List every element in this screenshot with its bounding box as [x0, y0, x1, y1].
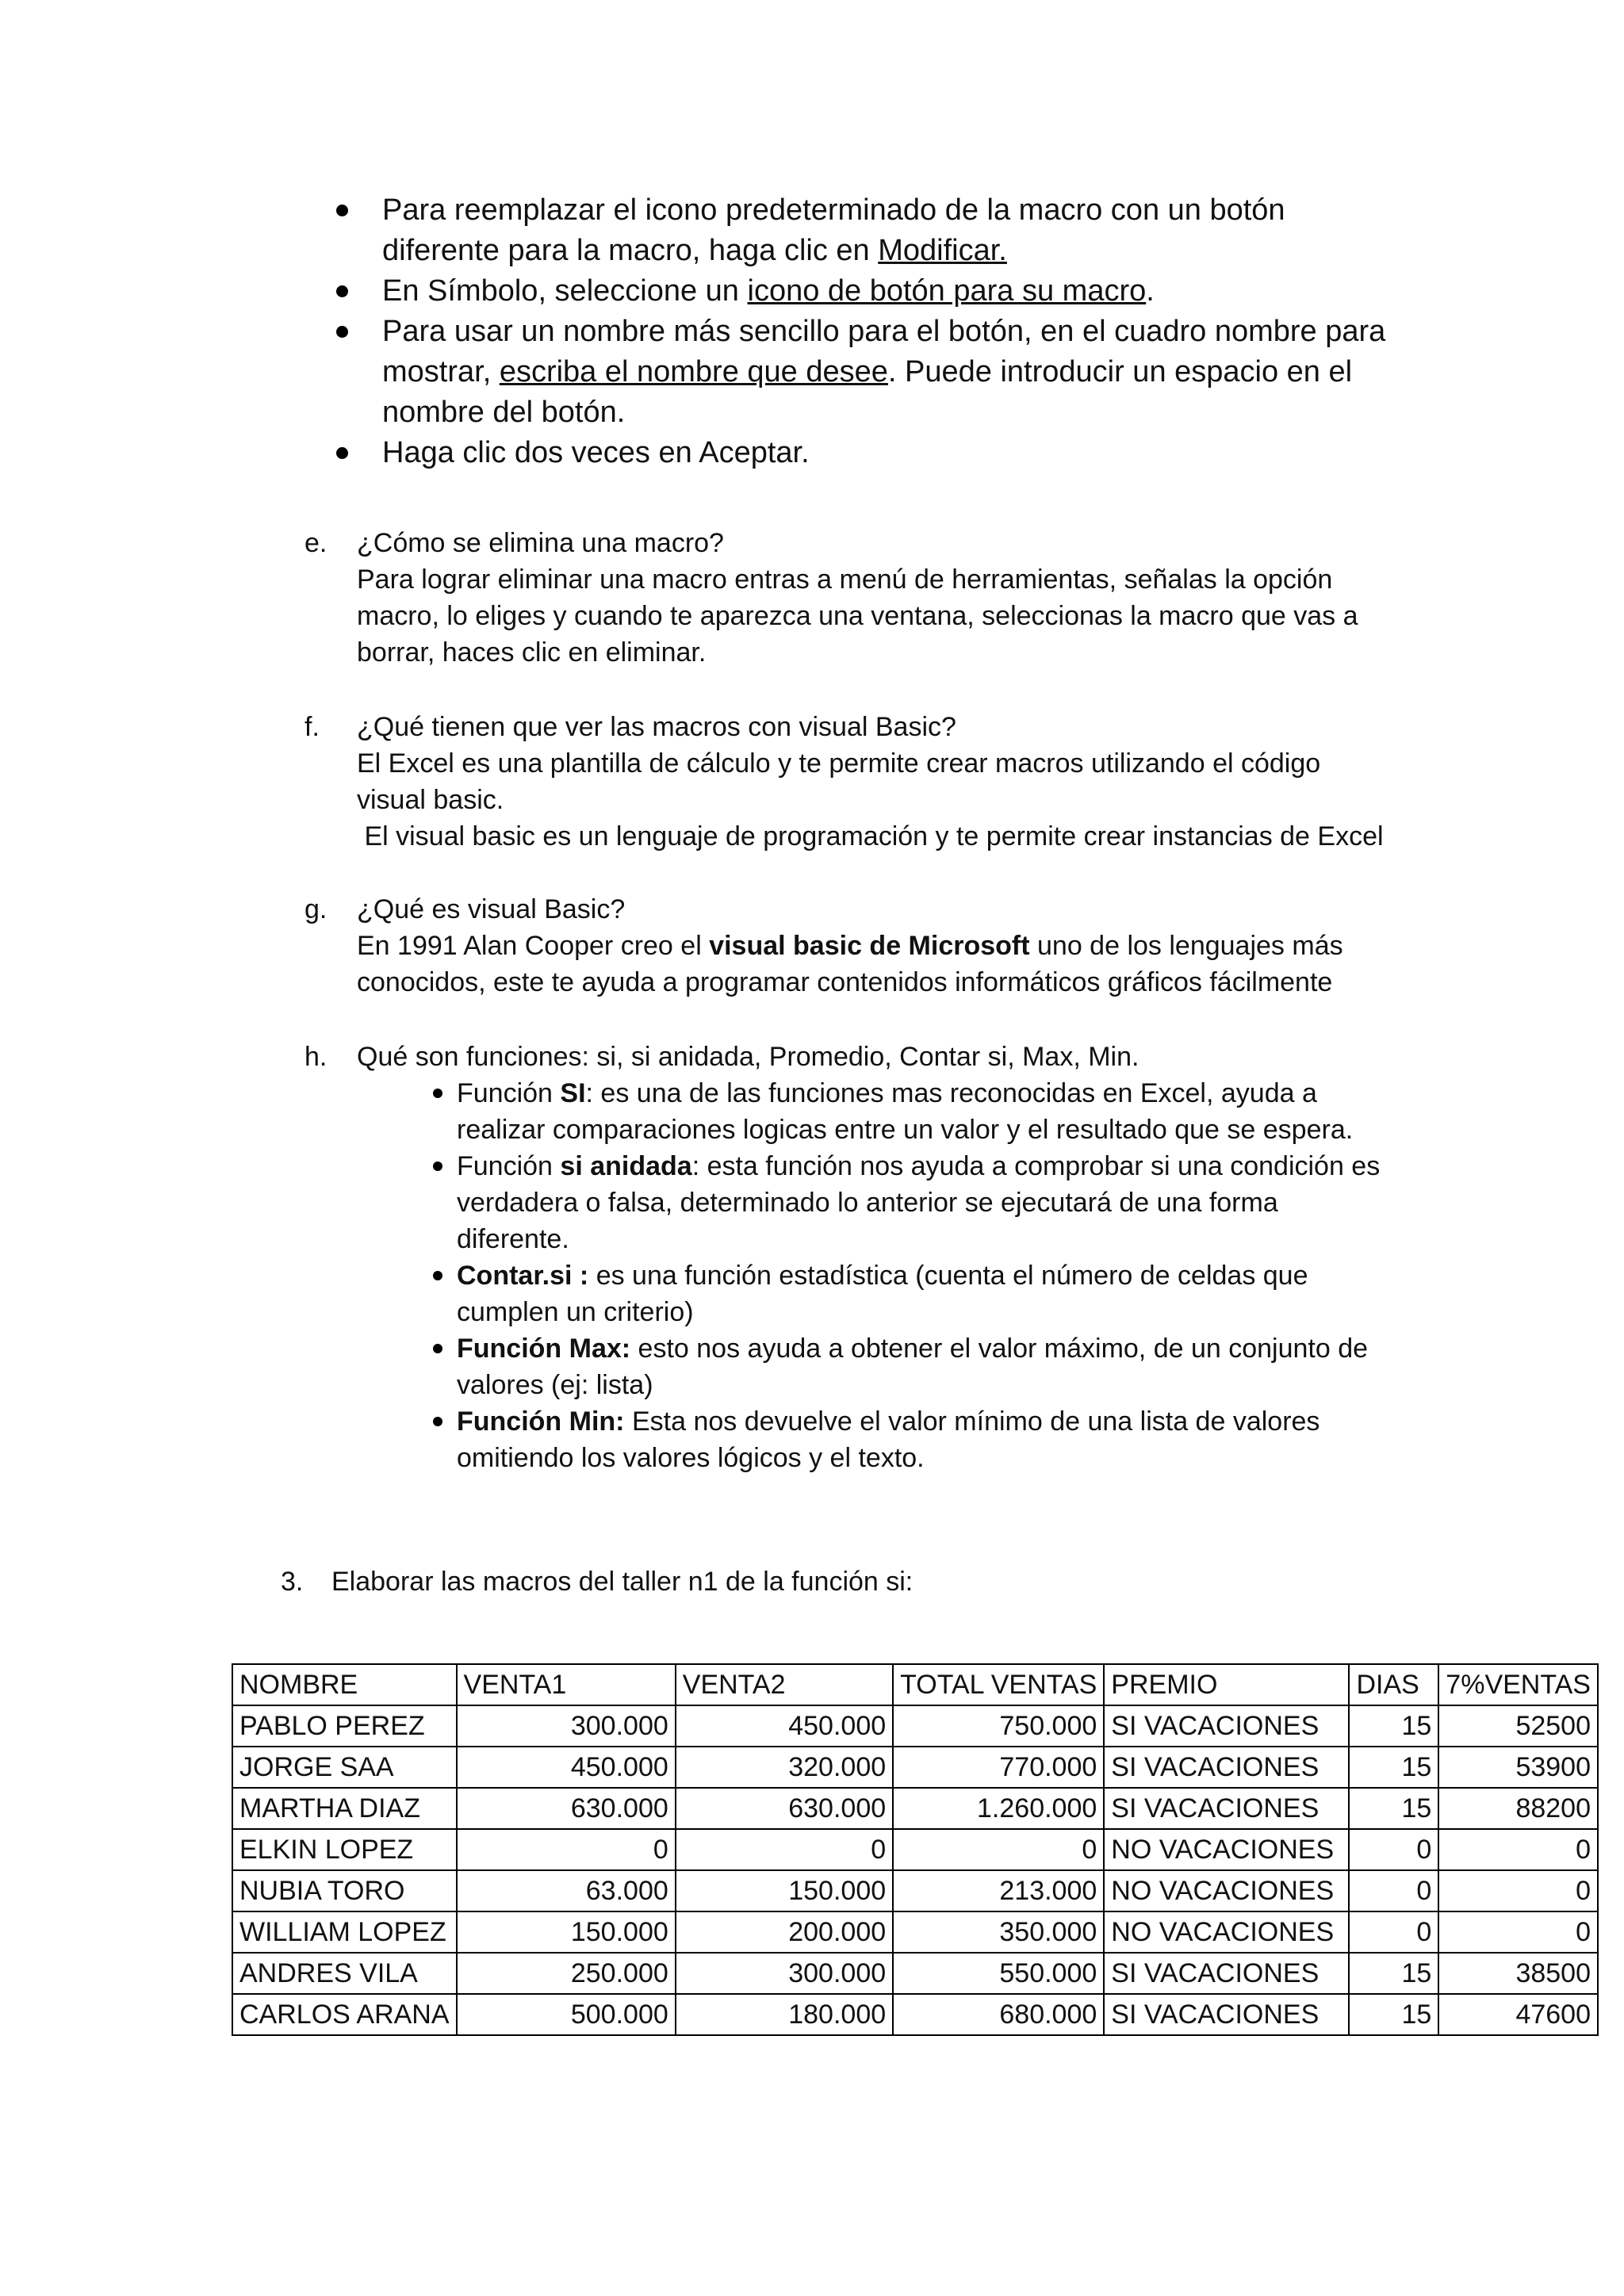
item-line: valores (ej: lista) [457, 1370, 653, 1400]
table-row [232, 1788, 1598, 1829]
answer-line: conocidos, este te ayuda a programar contenidos informáticos gráficos fácilmente [357, 967, 1333, 997]
table-row [232, 1705, 1598, 1747]
item-bold: si anidada [560, 1151, 692, 1181]
table-cell: ANDRES VILA [232, 1953, 457, 1994]
bullet-icon [433, 1089, 442, 1098]
bullet-line: nombre del botón. [382, 396, 626, 429]
answer-bold: visual basic de Microsoft [709, 931, 1030, 961]
table-cell: 15 [1349, 1994, 1438, 2035]
item-line: diferente. [457, 1224, 569, 1254]
answer-line: El visual basic es un lenguaje de programación y te permite crear instancias de Excel [357, 821, 1384, 851]
table-cell: 1.260.000 [893, 1788, 1104, 1829]
table-cell: PABLO PEREZ [232, 1705, 457, 1747]
table-cell: JORGE SAA [232, 1747, 457, 1788]
item-bold: SI [560, 1078, 586, 1108]
table-cell: NUBIA TORO [232, 1870, 457, 1911]
table-row [232, 1870, 1598, 1911]
bullet-text: . [1146, 274, 1155, 308]
table-cell: NO VACACIONES [1104, 1911, 1349, 1953]
bullet-icon [433, 1161, 442, 1171]
list-item [325, 312, 1419, 433]
item-bold: Función Max: [457, 1334, 631, 1364]
table-cell: NO VACACIONES [1104, 1870, 1349, 1911]
table-cell: 300.000 [457, 1705, 676, 1747]
list-item [357, 1075, 1438, 1148]
item-line: cumplen un criterio) [457, 1297, 694, 1327]
question-letter: f. [304, 712, 320, 742]
list-item [357, 1330, 1438, 1403]
table-cell: SI VACACIONES [1104, 1953, 1349, 1994]
question-e [304, 525, 1438, 671]
item-text: : esta función nos ayuda a comprobar si una condición es [691, 1151, 1381, 1181]
question-h [304, 1039, 1438, 1476]
table-cell: 15 [1349, 1747, 1438, 1788]
list-item [325, 433, 1419, 473]
item-bold: Función Min: [457, 1406, 625, 1437]
item-line: realizar comparaciones logicas entre un valor y el resultado que se espera. [457, 1115, 1354, 1145]
table-cell: 0 [1438, 1829, 1598, 1870]
table-cell: SI VACACIONES [1104, 1994, 1349, 2035]
table-header: TOTAL VENTAS [893, 1664, 1104, 1705]
table-cell: 500.000 [457, 1994, 676, 2035]
table-cell: 0 [893, 1829, 1104, 1870]
question-g [304, 891, 1438, 1001]
bullet-icon [336, 285, 348, 297]
task-text: Elaborar las macros del taller n1 de la función si: [331, 1567, 914, 1597]
table-cell: 0 [676, 1829, 893, 1870]
table-cell: 630.000 [676, 1788, 893, 1829]
table-cell: 150.000 [676, 1870, 893, 1911]
table-row [232, 1911, 1598, 1953]
question-title: ¿Qué tienen que ver las macros con visual Basic? [357, 712, 956, 742]
icono-link[interactable]: icono de botón para su macro [747, 274, 1147, 308]
table-cell: 350.000 [893, 1911, 1104, 1953]
table-cell: 0 [1438, 1911, 1598, 1953]
bullet-text: . Puede introducir un espacio en el [887, 355, 1353, 388]
item-text: Función [457, 1151, 561, 1181]
bullet-text: mostrar, [382, 355, 500, 388]
item-text: es una función estadística (cuenta el número de celdas que [588, 1261, 1308, 1291]
table-cell: CARLOS ARANA [232, 1994, 457, 2035]
item-bold: Contar.si : [457, 1261, 589, 1291]
question-f [304, 709, 1438, 855]
table-cell: MARTHA DIAZ [232, 1788, 457, 1829]
table-cell: ELKIN LOPEZ [232, 1829, 457, 1870]
table-cell: 0 [1438, 1870, 1598, 1911]
bullet-icon [433, 1344, 442, 1353]
question-letter: h. [304, 1042, 327, 1072]
answer-text: En 1991 Alan Cooper creo el [357, 931, 710, 961]
table-cell: 450.000 [457, 1747, 676, 1788]
answer-line: macro, lo eliges y cuando te aparezca una ventana, seleccionas la macro que vas a [357, 601, 1358, 631]
item-line: verdadera o falsa, determinado lo anterior se ejecutará de una forma [457, 1188, 1278, 1218]
answer-line: Para lograr eliminar una macro entras a menú de herramientas, señalas la opción [357, 564, 1333, 595]
table-cell: 180.000 [676, 1994, 893, 2035]
table-cell: 150.000 [457, 1911, 676, 1953]
answer-line: El Excel es una plantilla de cálculo y te permite crear macros utilizando el código [357, 748, 1321, 779]
functions-list [357, 1075, 1438, 1476]
table-row [232, 1994, 1598, 2035]
bullet-icon [336, 205, 348, 216]
escriba-link[interactable]: escriba el nombre que desee [499, 355, 888, 388]
item-text: Esta nos devuelve el valor mínimo de una lista de valores [624, 1406, 1320, 1437]
table-cell: SI VACACIONES [1104, 1705, 1349, 1747]
question-title: ¿Cómo se elimina una macro? [357, 528, 724, 558]
task-number: 3. [281, 1567, 304, 1597]
item-text: esto nos ayuda a obtener el valor máximo, de un conjunto de [630, 1334, 1369, 1364]
table-cell: 0 [1349, 1911, 1438, 1953]
table-header: VENTA2 [676, 1664, 893, 1705]
list-item [357, 1148, 1438, 1257]
table-cell: 320.000 [676, 1747, 893, 1788]
item-text: : es una de las funciones mas reconocidas en Excel, ayuda a [585, 1078, 1317, 1108]
bullet-text: Haga clic dos veces en Aceptar. [382, 436, 810, 469]
table-cell: 200.000 [676, 1911, 893, 1953]
table-cell: 630.000 [457, 1788, 676, 1829]
table-cell: 0 [457, 1829, 676, 1870]
table-cell: 63.000 [457, 1870, 676, 1911]
table-cell: NO VACACIONES [1104, 1829, 1349, 1870]
table-cell: 770.000 [893, 1747, 1104, 1788]
table-row [232, 1953, 1598, 1994]
table-cell: 15 [1349, 1788, 1438, 1829]
question-letter: g. [304, 894, 327, 924]
bullet-text: diferente para la macro, haga clic en [382, 234, 879, 267]
task-heading [281, 1563, 913, 1600]
bullet-icon [336, 447, 348, 459]
table-header: DIAS [1349, 1664, 1438, 1705]
table-cell: 550.000 [893, 1953, 1104, 1994]
list-item [357, 1257, 1438, 1330]
table-cell: 213.000 [893, 1870, 1104, 1911]
answer-line: visual basic. [357, 785, 504, 815]
table-row [232, 1829, 1598, 1870]
answer-text: uno de los lenguajes más [1029, 931, 1343, 961]
question-letter: e. [304, 528, 327, 558]
bullet-icon [433, 1271, 442, 1280]
table-cell: 15 [1349, 1953, 1438, 1994]
table-header: NOMBRE [232, 1664, 457, 1705]
table-cell: SI VACACIONES [1104, 1747, 1349, 1788]
item-line: omitiendo los valores lógicos y el texto. [457, 1443, 925, 1473]
table-cell: 88200 [1438, 1788, 1598, 1829]
bullet-icon [433, 1417, 442, 1426]
table-cell: 47600 [1438, 1994, 1598, 2035]
list-item [325, 271, 1419, 312]
bullet-line: Para usar un nombre más sencillo para el botón, en el cuadro nombre para [382, 315, 1386, 348]
table-cell: 38500 [1438, 1953, 1598, 1994]
bullet-icon [336, 326, 348, 338]
question-title: ¿Qué es visual Basic? [357, 894, 626, 924]
table-cell: 53900 [1438, 1747, 1598, 1788]
list-item [325, 190, 1419, 271]
bullet-line: Para reemplazar el icono predeterminado de la macro con un botón [382, 193, 1285, 227]
sales-table [232, 1663, 1599, 2036]
item-text: Función [457, 1078, 561, 1108]
table-cell: 15 [1349, 1705, 1438, 1747]
bullet-text: En Símbolo, seleccione un [382, 274, 748, 308]
answer-line: borrar, haces clic en eliminar. [357, 637, 707, 668]
table-cell: 0 [1349, 1870, 1438, 1911]
table-header: PREMIO [1104, 1664, 1349, 1705]
table-cell: 0 [1349, 1829, 1438, 1870]
table-cell: 250.000 [457, 1953, 676, 1994]
table-cell: 450.000 [676, 1705, 893, 1747]
list-item [357, 1403, 1438, 1476]
question-title: Qué son funciones: si, si anidada, Promedio, Contar si, Max, Min. [357, 1042, 1139, 1072]
table-header-row [232, 1664, 1598, 1705]
table-cell: 750.000 [893, 1705, 1104, 1747]
table-cell: SI VACACIONES [1104, 1788, 1349, 1829]
table-cell: 680.000 [893, 1994, 1104, 2035]
table-header: VENTA1 [457, 1664, 676, 1705]
table-cell: WILLIAM LOPEZ [232, 1911, 457, 1953]
table-cell: 52500 [1438, 1705, 1598, 1747]
top-bullet-list [325, 190, 1419, 473]
table-row [232, 1747, 1598, 1788]
table-header: 7%VENTAS [1438, 1664, 1598, 1705]
table-cell: 300.000 [676, 1953, 893, 1994]
modificar-link[interactable]: Modificar. [878, 234, 1007, 267]
